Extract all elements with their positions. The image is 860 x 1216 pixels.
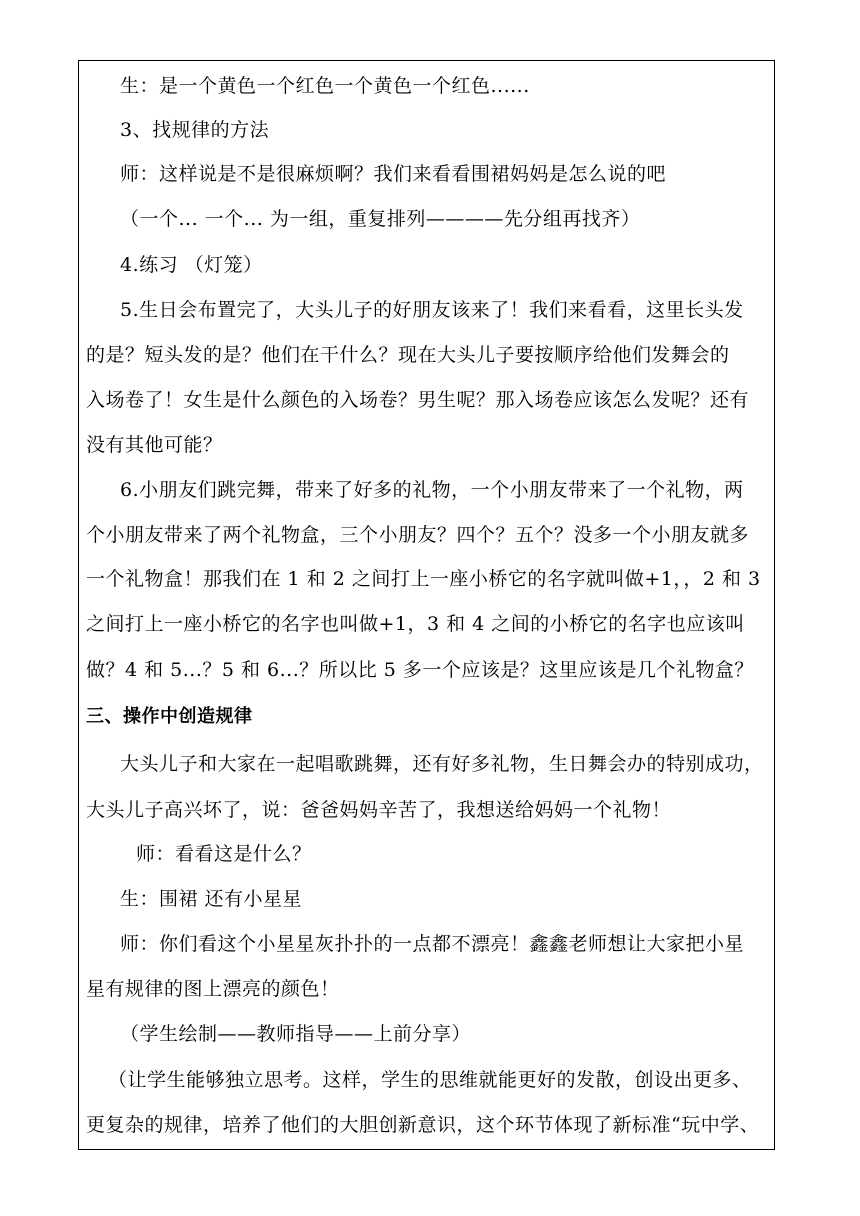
section-heading: 三、操作中创造规律 — [86, 706, 253, 727]
text-line: 星有规律的图上漂亮的颜色！ — [86, 978, 340, 1000]
text-line: （学生绘制——教师指导——上前分享） — [120, 1023, 472, 1045]
text-line: 大头儿子和大家在一起唱歌跳舞，还有好多礼物，生日舞会办的特别成功， — [120, 753, 764, 775]
text-line: 3、找规律的方法 — [120, 119, 270, 141]
text-line: 师：这样说是不是很麻烦啊？我们来看看围裙妈妈是怎么说的吧 — [120, 163, 667, 185]
text-line: 大头儿子高兴坏了，说：爸爸妈妈辛苦了，我想送给妈妈一个礼物！ — [86, 799, 672, 821]
text-line: 没有其他可能？ — [86, 434, 223, 456]
text-line: 更复杂的规律，培养了他们的大胆创新意识，这个环节体现了新标准“玩中学、 — [86, 1114, 760, 1136]
text-line: 一个礼物盒！那我们在 1 和 2 之间打上一座小桥它的名字就叫做+1，，2 和 3 — [86, 568, 761, 590]
text-line: 入场卷了！女生是什么颜色的入场卷？男生呢？那入场卷应该怎么发呢？还有 — [86, 389, 750, 411]
text-line: 生：是一个黄色一个红色一个黄色一个红色...... — [120, 75, 530, 97]
text-line: 4.练习 （灯笼） — [120, 254, 263, 276]
text-line: 师：你们看这个小星星灰扑扑的一点都不漂亮！鑫鑫老师想让大家把小星 — [120, 933, 745, 955]
text-line: 之间打上一座小桥它的名字也叫做+1，3 和 4 之间的小桥它的名字也应该叫 — [86, 613, 745, 635]
text-line: 生：围裙 还有小星星 — [120, 888, 303, 910]
text-line: 师：看看这是什么？ — [136, 843, 312, 865]
text-line: 5.生日会布置完了，大头儿子的好朋友该来了！我们来看看，这里长头发 — [120, 299, 744, 321]
text-line: 做？4 和 5...？5 和 6...？所以比 5 多一个应该是？这里应该是几个礼物盒？ — [86, 659, 754, 681]
text-line: （让学生能够独立思考。这样，学生的思维就能更好的发散，创设出更多、 — [108, 1069, 752, 1091]
text-line: 的是？短头发的是？他们在干什么？现在大头儿子要按顺序给他们发舞会的 — [86, 344, 730, 366]
text-line: （一个... 一个... 为一组，重复排列————先分组再找齐） — [120, 208, 641, 230]
text-line: 个小朋友带来了两个礼物盒，三个小朋友？四个？五个？没多一个小朋友就多 — [86, 524, 750, 546]
text-line: 6.小朋友们跳完舞，带来了好多的礼物，一个小朋友带来了一个礼物，两 — [120, 479, 744, 501]
